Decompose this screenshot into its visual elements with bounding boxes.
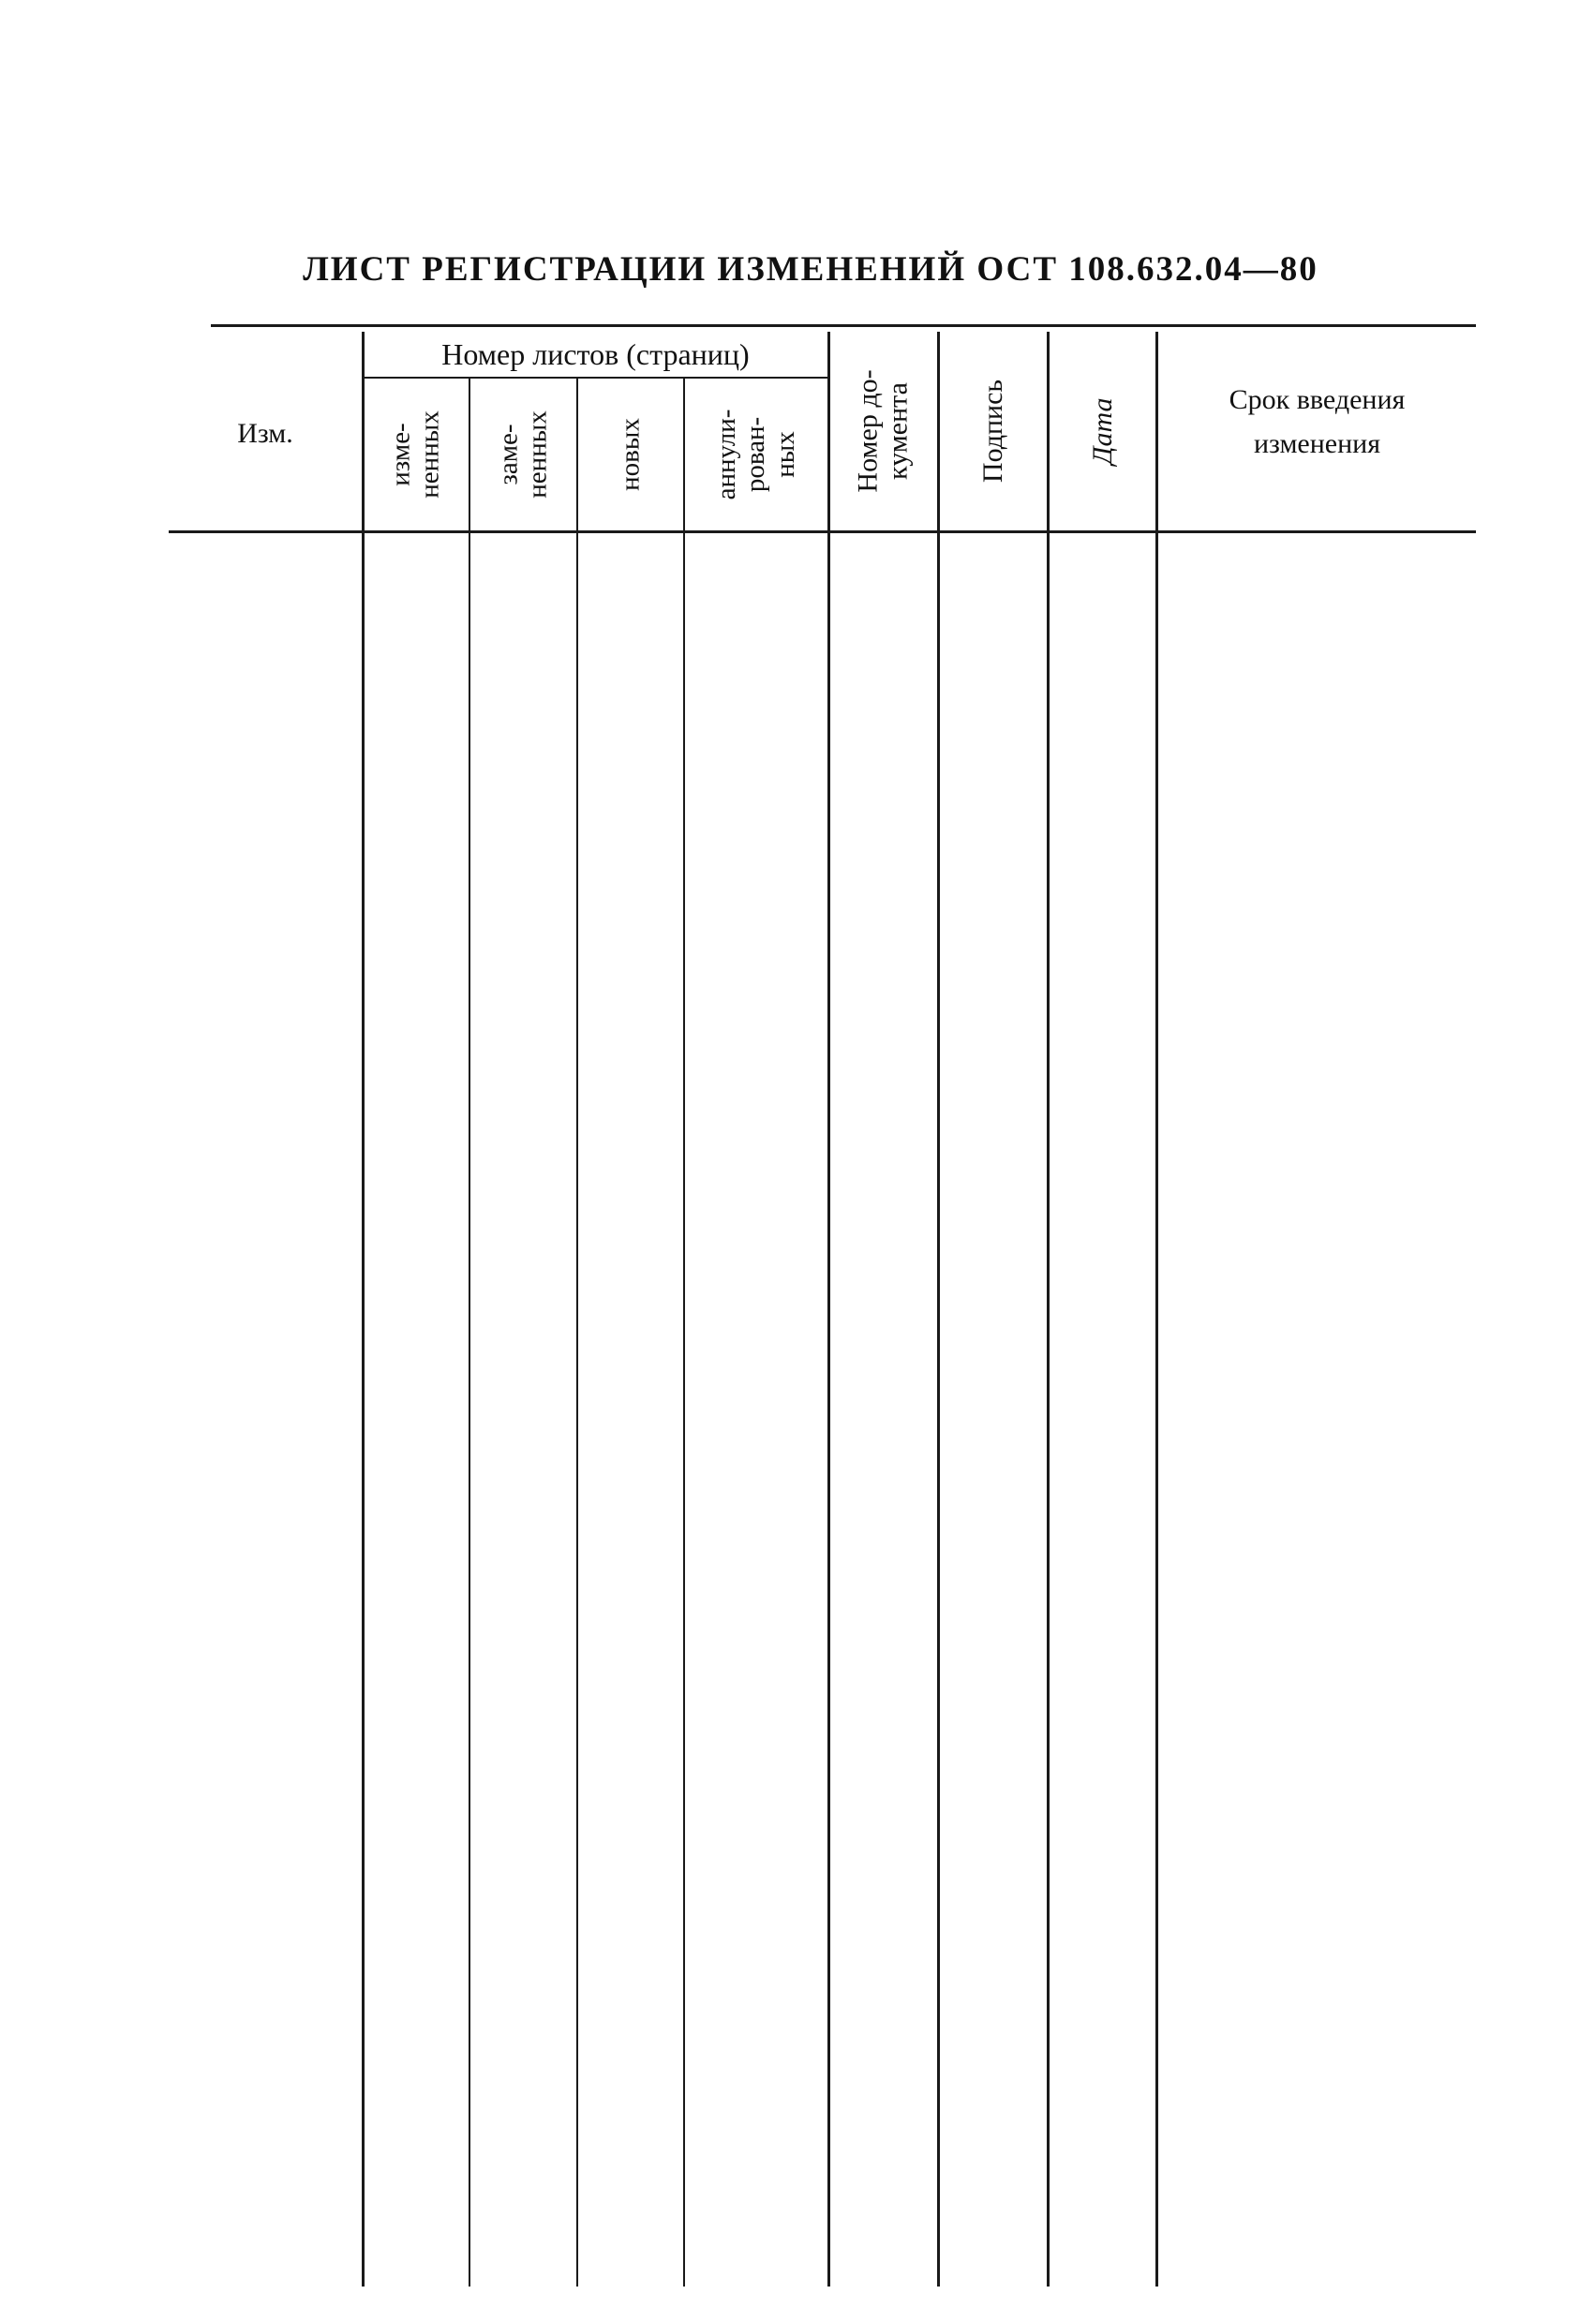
header-effective-date: Срок введения изменения (1229, 384, 1406, 459)
header-cell-new (578, 380, 683, 529)
header-cell-changed (364, 380, 469, 529)
page-title: ЛИСТ РЕГИСТРАЦИИ ИЗМЕНЕНИЙ ОСТ 108.632.04—80 (303, 250, 1318, 289)
header-cancelled: аннули- рован- ных (711, 409, 800, 500)
header-changed: изме- ненных (385, 410, 445, 499)
header-change: Изм. (237, 418, 293, 449)
header-cell-cancelled (685, 380, 827, 529)
table-top-rule (211, 324, 1476, 327)
header-cell-replaced (470, 380, 576, 529)
sheet-numbers-group-rule (364, 377, 827, 379)
header-cell-signature (940, 334, 1047, 529)
header-cell-date (1050, 334, 1155, 529)
header-new: новых (615, 418, 646, 491)
header-cell-document-number (830, 334, 937, 529)
header-replaced: заме- ненных (493, 410, 553, 499)
header-sheet-numbers: Номер листов (страниц) (441, 337, 750, 371)
table-body (169, 533, 1476, 2287)
header-signature: Подпись (976, 379, 1008, 484)
header-document-number: Номер до- кумента (852, 369, 914, 493)
header-date: Дата (1086, 397, 1118, 465)
